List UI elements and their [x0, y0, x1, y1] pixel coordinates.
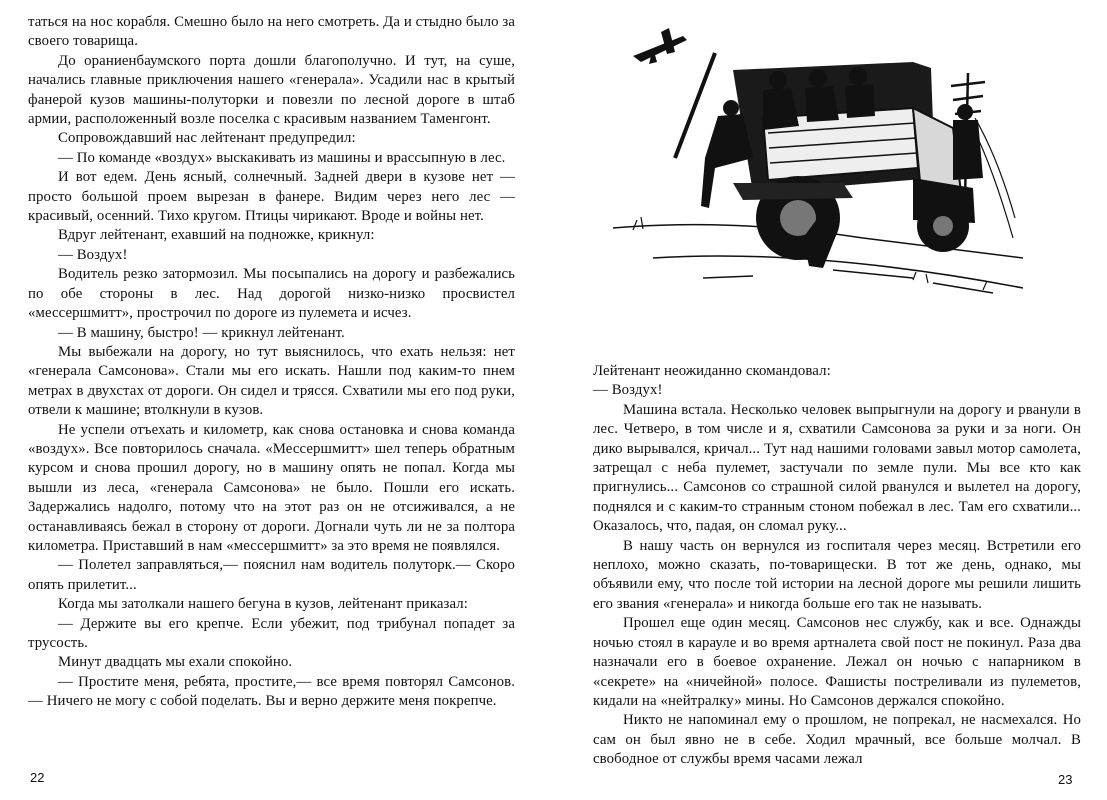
page-number-right: 23	[1058, 772, 1073, 787]
airplane-icon	[633, 28, 687, 64]
page-number-left: 22	[30, 770, 45, 785]
paragraph: — Воздух!	[58, 246, 128, 263]
paragraph: — Держите вы его крепче. Если убежит, под трибунал попадет за трусость.	[28, 615, 515, 651]
paragraph: Прошел еще один месяц. Самсонов нес службу, как и все. Однажды ночью стоял в карауле и во время артналета свой пост не покинул. Раза два назначали его в боевое охранение. Лежал он ночью с напарником в «секрете» на «ничейной» полосе. Фашисты постреливали из пулеметов, кидали на «нейтралку» мины. Но Самсонов держался спокойно.	[593, 615, 1081, 709]
paragraph: Вдруг лейтенант, ехавший на подножке, крикнул:	[58, 227, 375, 244]
paragraph: Минут двадцать мы ехали спокойно.	[58, 654, 293, 671]
paragraph: В нашу часть он вернулся из госпиталя через месяц. Встретили его неплохо, можно сказать, по-товарищески. В тот же день, однако, мы объявили ему, что после той истории на лесной дороге мы решили лишить его звания «генерала» и никогда больше его так не называть.	[593, 537, 1081, 612]
left-page	[0, 0, 553, 800]
paragraph: — В машину, быстро! — крикнул лейтенант.	[58, 324, 345, 341]
right-page	[553, 0, 1107, 800]
paragraph: — Полетел заправляться,— пояснил нам водитель полуторк.— Скоро опять прилетит...	[28, 557, 515, 593]
paragraph: Не успели отъехать и километр, как снова остановка и снова команда «воздух». Все повторилось сначала. «Мессершмитт» шел теперь обратным курсом и снова прошил дорогу, но в машину опять не попал. Когда мы вышли из леса, «генерала Самсонова» не было. Пошли его искать. Задержались надолго, потому что на этот раз он не отсиживался, а не останавливаясь бежал в сторону от дороги. Догнали чуть ли не за полтора километра. Приставший в нам «мессершмитт» за это время не появлялся.	[28, 421, 515, 554]
illustration-truck-under-attack	[613, 8, 1023, 308]
paragraph: — По команде «воздух» выскакивать из машины и врассыпную в лес.	[58, 149, 506, 166]
paragraph: — Простите меня, ребята, простите,— все время повторял Самсонов.— Ничего не могу с собой поделать. Вы и верно держите меня покрепче.	[28, 673, 515, 710]
paragraph: Мы выбежали на дорогу, но тут выяснилось, что ехать нельзя: нет «генерала Самсонова». Стали мы его искать. Нашли под каким-то пнем метрах в двухстах от дороги. Он сидел и трясся. Схватили мы его под руки, отвели к машине; втолкнули в кузов.	[28, 343, 515, 419]
paragraph: Сопровождавший нас лейтенант предупредил:	[58, 130, 356, 147]
paragraph: И вот едем. День ясный, солнечный. Задней двери в кузове нет — просто большой проем вырезан в фанере. Видим через него лес — красивый, осенний. Тихо кругом. Птицы чирикают. Вроде и войны нет.	[28, 169, 515, 225]
left-page-text	[28, 13, 515, 712]
paragraph: До ораниенбаумского порта дошли благополучно. И тут, на суше, начались главные приключения нашего «генерала». Усадили нас в крытый фанерой кузов машины-полуторки и повезли по лесной дороге в штаб армии, расположенный возле поселка с красивым названием Таменгонт.	[28, 52, 515, 128]
paragraph: таться на нос корабля. Смешно было на него смотреть. Да и стыдно было за своего товарища.	[28, 14, 515, 50]
truck-illustration-svg	[613, 8, 1023, 308]
paragraph: Когда мы затолкали нашего бегуна в кузов, лейтенант приказал:	[58, 596, 469, 613]
paragraph: — Воздух!	[593, 382, 663, 399]
paragraph: Водитель резко затормозил. Мы посыпались на дорогу и разбежались по обе стороны в лес. Над дорогой низко-низко просвистел «мессершмитт», прострочил по дороге из пулемета и исчез.	[28, 266, 515, 322]
paragraph: Машина встала. Несколько человек выпрыгнули на дорогу и рванули в лес. Четверо, в том числе и я, схватили Самсонова за руки и за ноги. Он дико вырывался, кричал... Тут над нашими головами завыл мотор самолета, затрещал с неба пулемет, застучали по земле пули. Мы все кто как пригнулись... Самсонов со страшной силой рванулся и вылетел на дорогу, поднялся и с каким-то странным стоном побежал в лес. Там его схватили... Оказалось, что, падая, он сломал руку...	[593, 401, 1081, 535]
paragraph: Никто не напоминал ему о прошлом, не попрекал, не насмехался. Но сам он был явно не в себе. Ходил мрачный, все больше молчал. В свободное от службы время часами лежал	[593, 712, 1081, 768]
paragraph: Лейтенант неожиданно скомандовал:	[593, 363, 831, 379]
rifle-icon	[675, 53, 715, 158]
right-page-text	[593, 362, 1081, 770]
